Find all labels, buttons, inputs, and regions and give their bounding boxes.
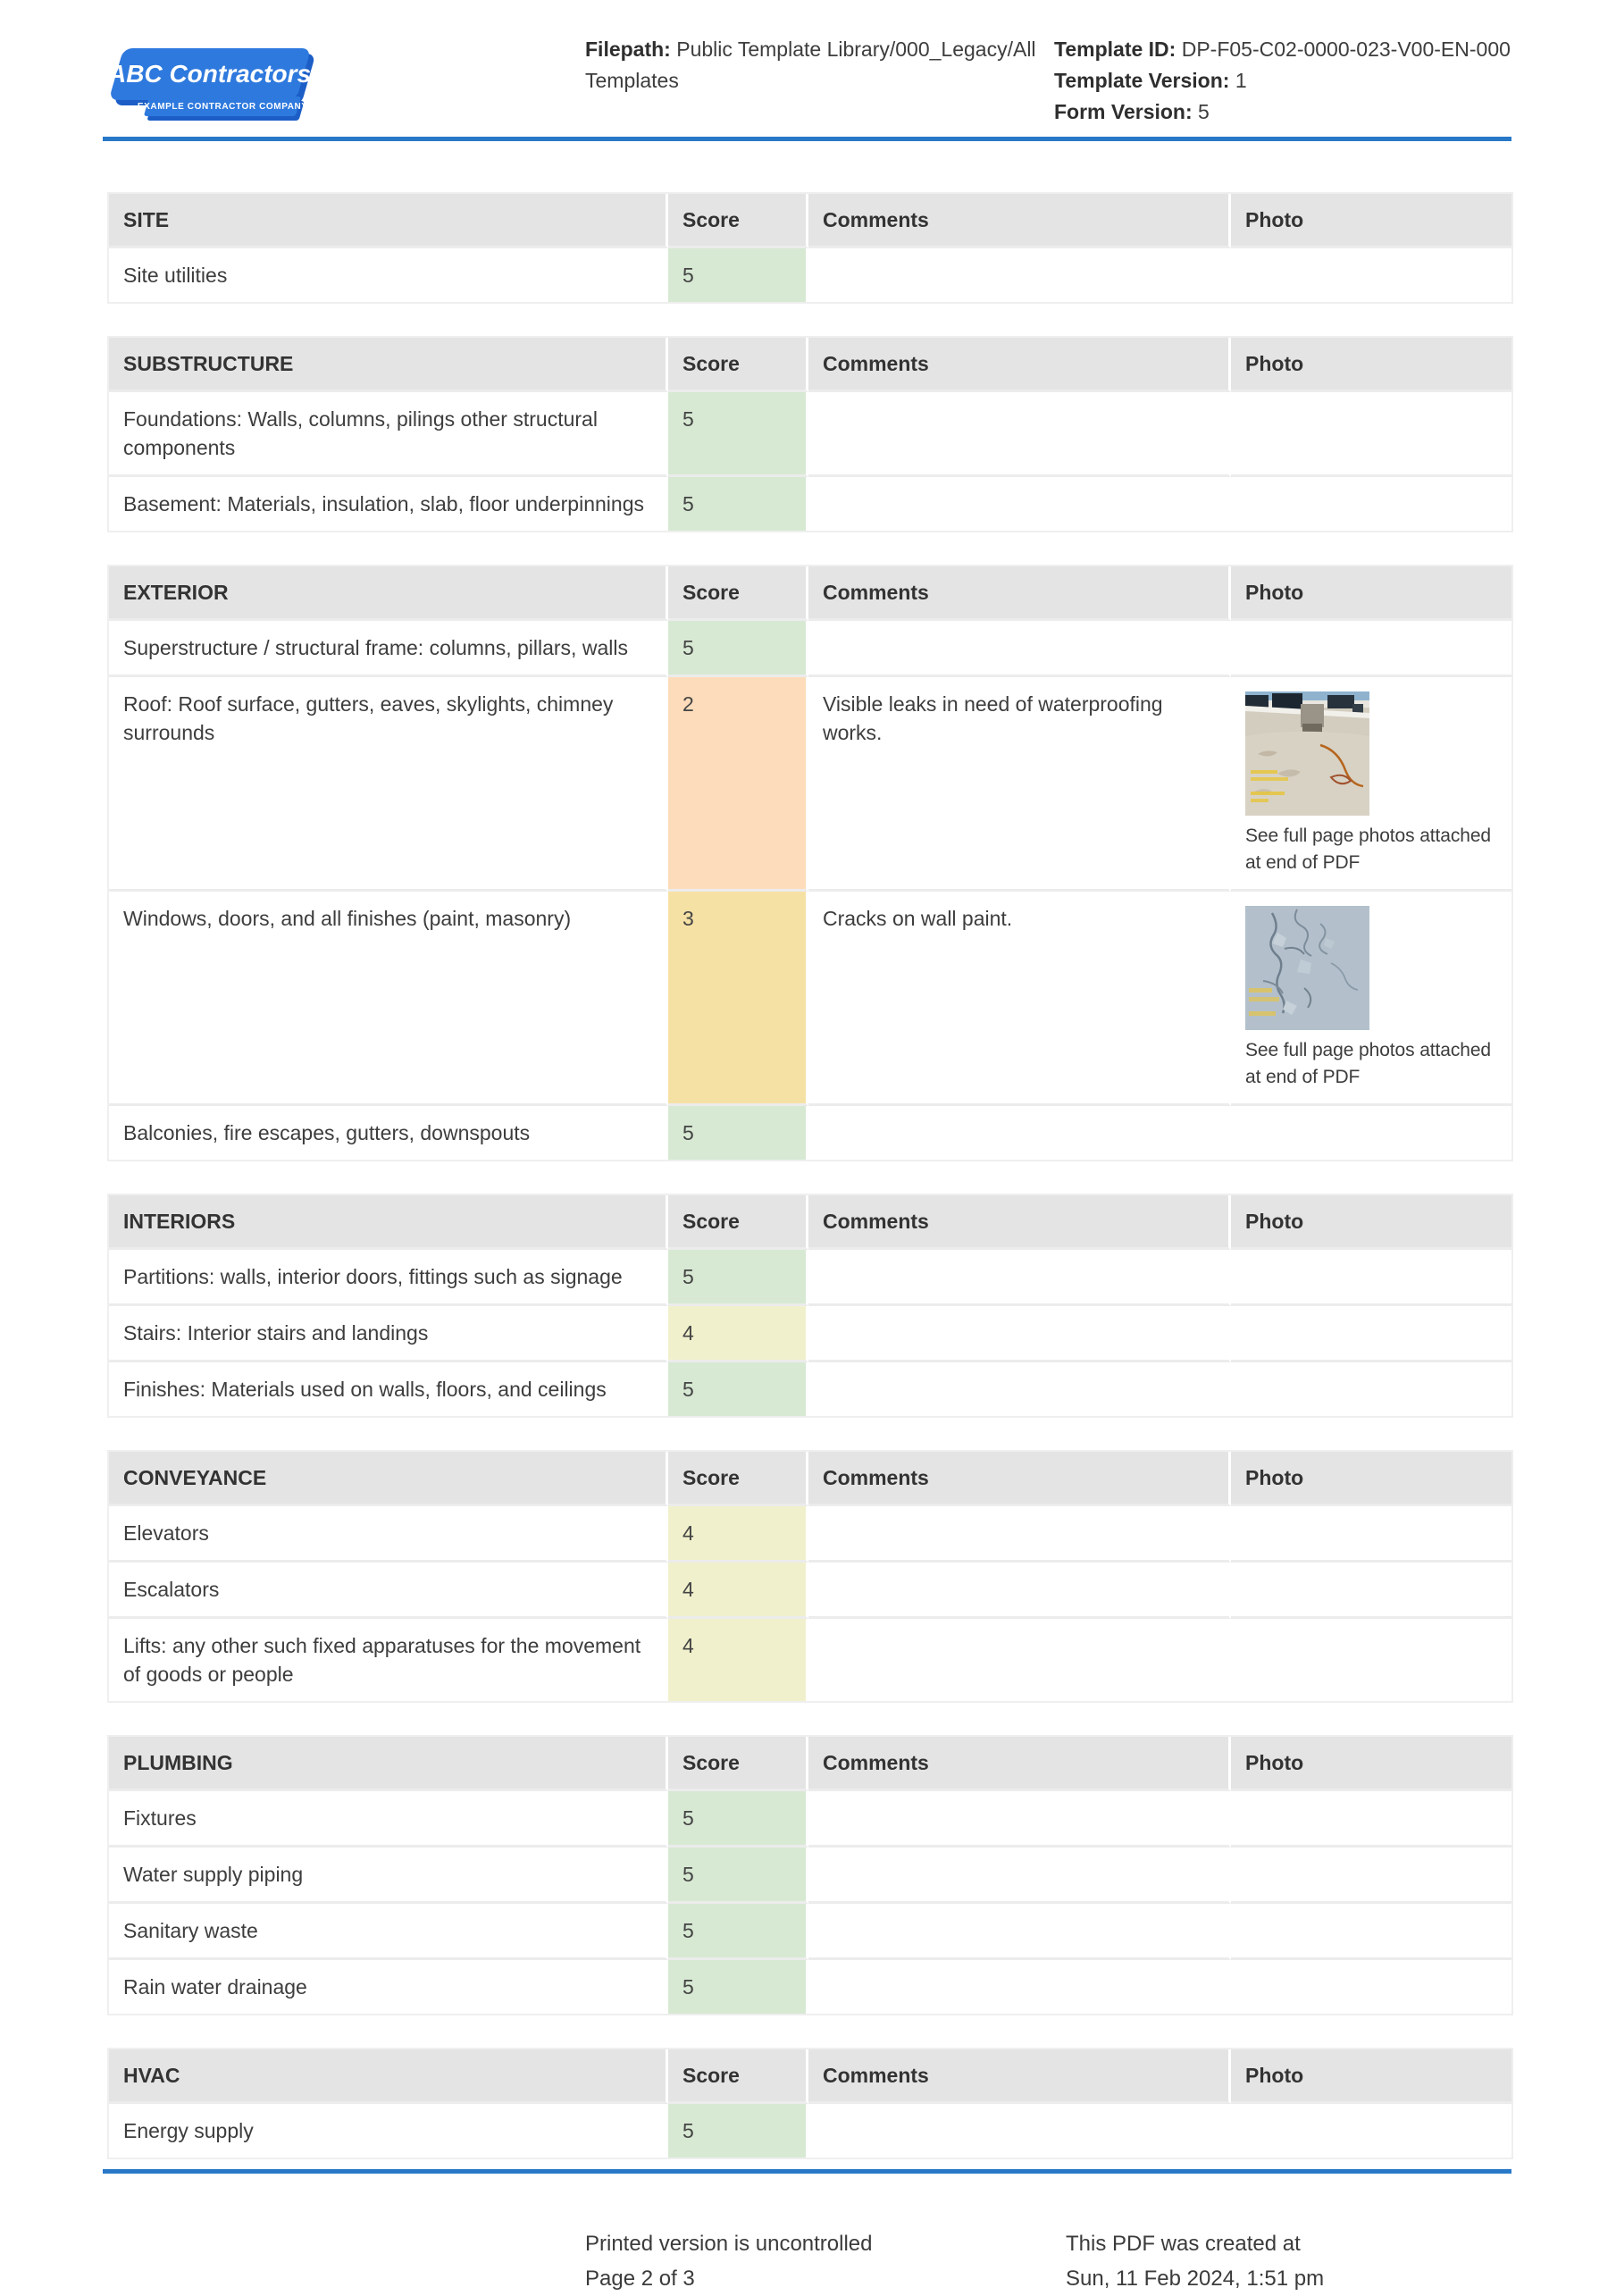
item-cell: Roof: Roof surface, gutters, eaves, skylights, chimney surrounds	[109, 677, 668, 892]
template-version-label: Template Version:	[1054, 69, 1230, 92]
template-id-line	[1054, 34, 1519, 65]
photo-cell	[1231, 1563, 1511, 1619]
footer-divider	[103, 2169, 1511, 2174]
item-cell: Finishes: Materials used on walls, floors, and ceilings	[109, 1362, 668, 1416]
score-cell: 5	[668, 1848, 808, 1904]
photo-cell	[1231, 1848, 1511, 1904]
comment-cell	[808, 1904, 1231, 1960]
photo-cell	[1231, 1250, 1511, 1306]
header-divider	[103, 137, 1511, 141]
photo-cell	[1231, 248, 1511, 302]
logo-banner	[109, 48, 312, 100]
comment-cell	[808, 248, 1231, 302]
section-table	[107, 336, 1513, 532]
score-column-header: Score	[668, 1452, 808, 1506]
photo-cell	[1231, 1791, 1511, 1848]
comment-cell	[808, 1960, 1231, 2014]
score-column-header: Score	[668, 566, 808, 621]
item-cell: Partitions: walls, interior doors, fittings such as signage	[109, 1250, 668, 1306]
item-cell: Elevators	[109, 1506, 668, 1563]
footer-page-number: Page 2 of 3	[585, 2267, 695, 2291]
section-header-row	[109, 1195, 1511, 1250]
section-table	[107, 2048, 1513, 2159]
section-header-row	[109, 2049, 1511, 2104]
item-cell: Water supply piping	[109, 1848, 668, 1904]
item-cell: Fixtures	[109, 1791, 668, 1848]
cracked-paint-photo	[1245, 906, 1497, 1091]
template-id-label: Template ID:	[1054, 38, 1176, 61]
table-row	[109, 1960, 1511, 2014]
inspection-tables	[107, 192, 1513, 2191]
photo-cell	[1231, 621, 1511, 677]
item-cell: Windows, doors, and all finishes (paint, masonry)	[109, 892, 668, 1106]
table-row	[109, 1106, 1511, 1160]
table-row	[109, 2104, 1511, 2158]
photo-cell	[1231, 1904, 1511, 1960]
section-table	[107, 1194, 1513, 1418]
score-column-header: Score	[668, 1737, 808, 1791]
photo-cell	[1231, 677, 1511, 892]
photo-column-header: Photo	[1231, 566, 1511, 621]
table-row	[109, 477, 1511, 531]
comments-column-header: Comments	[808, 194, 1231, 248]
comment-cell	[808, 621, 1231, 677]
section-header-row	[109, 566, 1511, 621]
footer-left	[585, 2226, 873, 2296]
score-cell: 5	[668, 1791, 808, 1848]
logo-subtitle: EXAMPLE CONTRACTOR COMPANY	[137, 101, 308, 112]
item-cell: Superstructure / structural frame: columns, pillars, walls	[109, 621, 668, 677]
score-cell: 5	[668, 477, 808, 531]
table-row	[109, 1250, 1511, 1306]
table-row	[109, 1563, 1511, 1619]
section-title: PLUMBING	[109, 1737, 668, 1791]
comment-cell	[808, 477, 1231, 531]
table-row	[109, 1619, 1511, 1701]
comment-cell	[808, 1506, 1231, 1563]
score-cell: 5	[668, 1106, 808, 1160]
comments-column-header: Comments	[808, 1452, 1231, 1506]
table-row	[109, 1791, 1511, 1848]
comment-cell	[808, 1250, 1231, 1306]
score-column-header: Score	[668, 2049, 808, 2104]
photo-cell	[1231, 1106, 1511, 1160]
comment-cell	[808, 1306, 1231, 1362]
footer-printed-note: Printed version is uncontrolled	[585, 2232, 873, 2256]
photo-column-header: Photo	[1231, 338, 1511, 392]
template-meta	[1054, 34, 1519, 128]
score-cell: 5	[668, 248, 808, 302]
form-version-label: Form Version:	[1054, 100, 1193, 123]
footer-created-label: This PDF was created at	[1066, 2232, 1301, 2256]
comment-cell	[808, 392, 1231, 477]
footer-created-date: Sun, 11 Feb 2024, 1:51 pm	[1066, 2267, 1325, 2291]
company-logo	[107, 46, 322, 116]
photo-cell	[1231, 1619, 1511, 1701]
table-row	[109, 1306, 1511, 1362]
item-cell: Foundations: Walls, columns, pilings other structural components	[109, 392, 668, 477]
score-column-header: Score	[668, 338, 808, 392]
score-cell: 5	[668, 1904, 808, 1960]
score-cell: 4	[668, 1563, 808, 1619]
score-cell: 5	[668, 1250, 808, 1306]
comment-cell	[808, 1619, 1231, 1701]
table-row	[109, 1506, 1511, 1563]
table-row	[109, 892, 1511, 1106]
form-version-value: 5	[1198, 100, 1210, 123]
logo-title: ABC Contractors	[108, 60, 312, 88]
item-cell: Stairs: Interior stairs and landings	[109, 1306, 668, 1362]
score-cell: 4	[668, 1619, 808, 1701]
photo-column-header: Photo	[1231, 1452, 1511, 1506]
section-title: CONVEYANCE	[109, 1452, 668, 1506]
photo-cell	[1231, 2104, 1511, 2158]
score-cell: 2	[668, 677, 808, 892]
comments-column-header: Comments	[808, 1195, 1231, 1250]
table-row	[109, 677, 1511, 892]
table-row	[109, 1904, 1511, 1960]
comment-cell	[808, 2104, 1231, 2158]
comments-column-header: Comments	[808, 1737, 1231, 1791]
score-cell: 4	[668, 1306, 808, 1362]
section-title: SUBSTRUCTURE	[109, 338, 668, 392]
form-version-line	[1054, 96, 1519, 128]
section-title: INTERIORS	[109, 1195, 668, 1250]
photo-column-header: Photo	[1231, 2049, 1511, 2104]
comment-cell: Cracks on wall paint.	[808, 892, 1231, 1106]
photo-cell	[1231, 1960, 1511, 2014]
item-cell: Balconies, fire escapes, gutters, downspouts	[109, 1106, 668, 1160]
comment-cell	[808, 1362, 1231, 1416]
photo-column-header: Photo	[1231, 1195, 1511, 1250]
score-cell: 4	[668, 1506, 808, 1563]
photo-attachment-note: See full page photos attached at end of PDF	[1245, 825, 1491, 873]
photo-cell	[1231, 1306, 1511, 1362]
logo-subtitle-banner	[137, 96, 308, 116]
filepath-value: Public Template Library/000_Legacy/All Templates	[585, 38, 1036, 92]
filepath-meta	[585, 34, 1036, 96]
score-cell: 5	[668, 392, 808, 477]
photo-cell	[1231, 477, 1511, 531]
template-version-value: 1	[1235, 69, 1247, 92]
table-row	[109, 248, 1511, 302]
template-version-line	[1054, 65, 1519, 96]
photo-cell	[1231, 392, 1511, 477]
table-row	[109, 621, 1511, 677]
section-title: HVAC	[109, 2049, 668, 2104]
item-cell: Escalators	[109, 1563, 668, 1619]
table-row	[109, 392, 1511, 477]
photo-column-header: Photo	[1231, 194, 1511, 248]
item-cell: Rain water drainage	[109, 1960, 668, 2014]
comment-cell: Visible leaks in need of waterproofing works.	[808, 677, 1231, 892]
comments-column-header: Comments	[808, 2049, 1231, 2104]
item-cell: Sanitary waste	[109, 1904, 668, 1960]
comments-column-header: Comments	[808, 566, 1231, 621]
section-table	[107, 1735, 1513, 2015]
roof-photo	[1245, 691, 1497, 876]
score-cell: 5	[668, 1362, 808, 1416]
score-cell: 3	[668, 892, 808, 1106]
table-row	[109, 1362, 1511, 1416]
item-cell: Site utilities	[109, 248, 668, 302]
photo-cell	[1231, 1506, 1511, 1563]
footer-right	[1066, 2226, 1324, 2296]
section-title: SITE	[109, 194, 668, 248]
score-column-header: Score	[668, 1195, 808, 1250]
comment-cell	[808, 1848, 1231, 1904]
score-column-header: Score	[668, 194, 808, 248]
comment-cell	[808, 1791, 1231, 1848]
comments-column-header: Comments	[808, 338, 1231, 392]
section-table	[107, 1450, 1513, 1703]
section-title: EXTERIOR	[109, 566, 668, 621]
score-cell: 5	[668, 621, 808, 677]
table-row	[109, 1848, 1511, 1904]
comment-cell	[808, 1563, 1231, 1619]
photo-column-header: Photo	[1231, 1737, 1511, 1791]
photo-cell	[1231, 892, 1511, 1106]
photo-attachment-note: See full page photos attached at end of PDF	[1245, 1040, 1491, 1087]
section-header-row	[109, 1452, 1511, 1506]
photo-cell	[1231, 1362, 1511, 1416]
template-id-value: DP-F05-C02-0000-023-V00-EN-000	[1181, 38, 1511, 61]
section-table	[107, 565, 1513, 1161]
comment-cell	[808, 1106, 1231, 1160]
section-table	[107, 192, 1513, 304]
filepath-label: Filepath:	[585, 38, 671, 61]
item-cell: Basement: Materials, insulation, slab, floor underpinnings	[109, 477, 668, 531]
section-header-row	[109, 194, 1511, 248]
section-header-row	[109, 338, 1511, 392]
item-cell: Lifts: any other such fixed apparatuses for the movement of goods or people	[109, 1619, 668, 1701]
section-header-row	[109, 1737, 1511, 1791]
score-cell: 5	[668, 1960, 808, 2014]
score-cell: 5	[668, 2104, 808, 2158]
item-cell: Energy supply	[109, 2104, 668, 2158]
